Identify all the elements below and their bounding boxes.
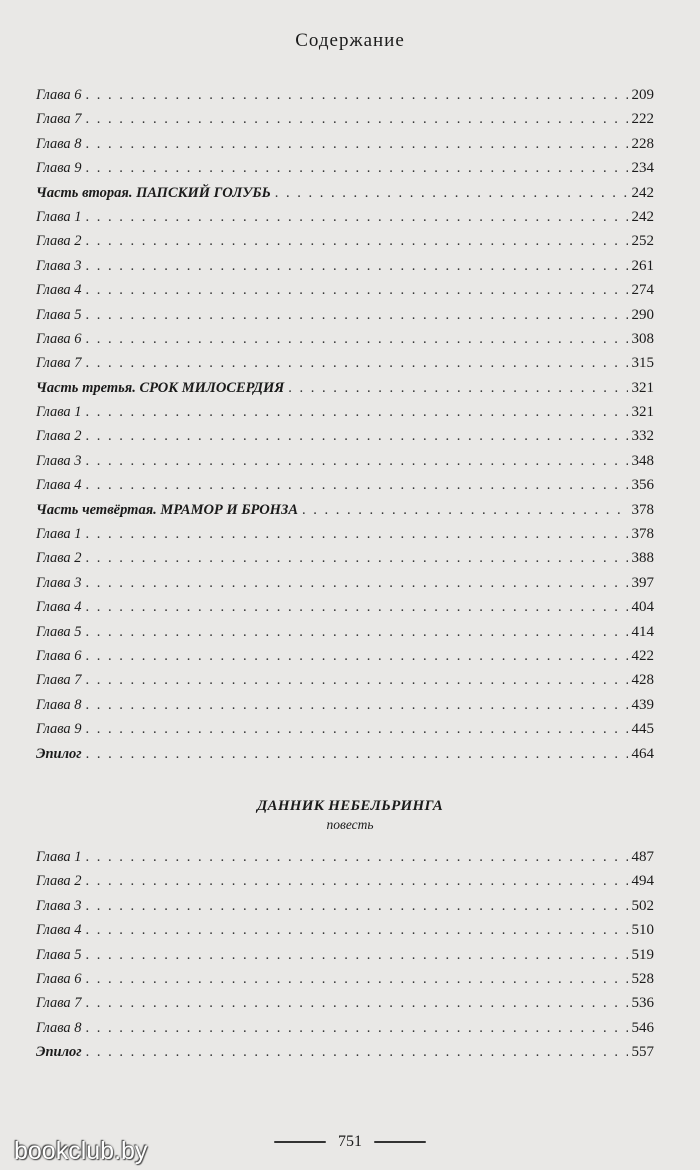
toc-entry-label: Глава 2 xyxy=(36,550,82,567)
toc-entry-page: 487 xyxy=(631,849,654,865)
toc-entry xyxy=(36,229,654,253)
toc-entry-page: 388 xyxy=(631,550,654,567)
dot-leader xyxy=(86,693,628,717)
toc-entry xyxy=(36,254,654,278)
toc-entry xyxy=(36,717,654,741)
toc-entry xyxy=(36,620,654,644)
toc-entry-page: 439 xyxy=(631,696,654,713)
dot-leader xyxy=(86,351,628,375)
toc-entry-label: Глава 2 xyxy=(36,873,82,890)
dot-leader xyxy=(86,644,628,668)
toc-entry-label: Эпилог xyxy=(36,1044,82,1061)
toc-entry-label: Глава 8 xyxy=(36,1019,82,1036)
toc-entry-label: Глава 4 xyxy=(36,282,82,299)
dot-leader xyxy=(86,303,628,327)
toc-entry xyxy=(36,644,654,668)
toc-entry-page: 464 xyxy=(631,745,654,762)
toc-entry xyxy=(36,498,654,522)
dot-leader xyxy=(86,546,628,570)
toc-entry-label: Глава 1 xyxy=(36,404,82,421)
toc-entry-label: Глава 6 xyxy=(36,970,82,987)
toc-entry xyxy=(36,1016,654,1040)
toc-entry xyxy=(36,991,654,1015)
dot-leader xyxy=(288,376,627,400)
toc-entry xyxy=(36,278,654,302)
toc-entry-page: 261 xyxy=(631,257,654,274)
toc-entry-label: Глава 1 xyxy=(36,208,82,225)
toc-entry xyxy=(36,107,654,131)
dot-leader xyxy=(86,943,628,967)
watermark: bookclub.by xyxy=(14,1137,148,1165)
toc-entry-page: 494 xyxy=(631,873,654,890)
toc-entry xyxy=(36,205,654,229)
toc-entry xyxy=(36,83,654,107)
toc-entry-page: 536 xyxy=(631,995,654,1012)
section-subtitle: повесть xyxy=(326,817,374,832)
toc-entry-page: 557 xyxy=(631,1044,654,1061)
dot-leader xyxy=(86,869,628,893)
dot-leader xyxy=(86,595,628,619)
dot-leader xyxy=(86,449,628,473)
dot-leader xyxy=(275,181,628,205)
toc-entry-page: 414 xyxy=(631,623,654,640)
dot-leader xyxy=(86,1016,628,1040)
dot-leader xyxy=(86,918,628,942)
dot-leader xyxy=(86,400,628,424)
toc-entry-page: 378 xyxy=(631,526,654,543)
toc-entry xyxy=(36,967,654,991)
dot-leader xyxy=(86,967,628,991)
toc-entry xyxy=(36,473,654,497)
toc-entry xyxy=(36,742,654,766)
dot-leader xyxy=(86,742,628,766)
dot-leader xyxy=(86,83,628,107)
dot-leader xyxy=(86,107,628,131)
toc-entry-page: 502 xyxy=(631,897,654,914)
toc-entry-page: 397 xyxy=(631,574,654,591)
toc-entry xyxy=(36,351,654,375)
toc-entry-label: Глава 9 xyxy=(36,160,82,177)
toc-entry-page: 378 xyxy=(631,501,654,518)
toc-entry-page: 209 xyxy=(631,87,654,103)
toc-entry-label: Глава 4 xyxy=(36,922,82,939)
footer-rule-left xyxy=(274,1141,326,1143)
toc-entry-label: Глава 7 xyxy=(36,111,82,128)
toc-entry xyxy=(36,845,654,869)
dot-leader xyxy=(302,498,628,522)
toc-entry-label: Глава 3 xyxy=(36,257,82,274)
toc-entry-page: 228 xyxy=(631,135,654,152)
toc-entry-label: Часть третья. СРОК МИЛОСЕРДИЯ xyxy=(36,379,285,396)
toc-entry-page: 519 xyxy=(631,946,654,963)
toc-entry-page: 274 xyxy=(631,282,654,299)
toc-entry-page: 242 xyxy=(631,208,654,225)
page-title: Содержание xyxy=(295,30,405,51)
toc-entry-page: 308 xyxy=(631,330,654,347)
toc-entry-label: Глава 6 xyxy=(36,330,82,347)
toc-entry-page: 332 xyxy=(631,428,654,445)
toc-entry-page: 321 xyxy=(631,379,654,396)
toc-entry xyxy=(36,424,654,448)
dot-leader xyxy=(86,571,628,595)
toc-entry-label: Часть четвёртая. МРАМОР И БРОНЗА xyxy=(36,501,298,518)
toc-entry-label: Глава 7 xyxy=(36,355,82,372)
dot-leader xyxy=(86,278,628,302)
dot-leader xyxy=(86,156,628,180)
dot-leader xyxy=(86,132,628,156)
section-title: ДАННИК НЕБЕЛЬРИНГА xyxy=(256,798,443,814)
toc-entry-label: Глава 3 xyxy=(36,452,82,469)
toc-entry xyxy=(36,943,654,967)
dot-leader xyxy=(86,424,628,448)
toc-entry-label: Глава 1 xyxy=(36,526,82,543)
dot-leader xyxy=(86,229,628,253)
toc-entry-label: Глава 8 xyxy=(36,696,82,713)
toc-entry-page: 510 xyxy=(631,922,654,939)
toc-entry xyxy=(36,400,654,424)
toc-entry-label: Глава 7 xyxy=(36,995,82,1012)
toc-entry xyxy=(36,376,654,400)
toc-entry-page: 528 xyxy=(631,970,654,987)
toc-entry-page: 242 xyxy=(631,184,654,201)
toc-entry-label: Глава 6 xyxy=(36,87,82,103)
dot-leader xyxy=(86,668,628,692)
dot-leader xyxy=(86,991,628,1015)
dot-leader xyxy=(86,473,628,497)
toc-entry-page: 348 xyxy=(631,452,654,469)
toc-entry-page: 445 xyxy=(631,721,654,738)
toc-entry xyxy=(36,693,654,717)
toc-entry-label: Глава 4 xyxy=(36,477,82,494)
toc-entry-label: Часть вторая. ПАПСКИЙ ГОЛУБЬ xyxy=(36,184,271,201)
section-heading xyxy=(0,798,700,833)
toc-entry-label: Глава 8 xyxy=(36,135,82,152)
toc-entry-page: 356 xyxy=(631,477,654,494)
toc-entry-label: Глава 3 xyxy=(36,897,82,914)
dot-leader xyxy=(86,894,628,918)
toc-entry-page: 546 xyxy=(631,1019,654,1036)
toc-entry-page: 422 xyxy=(631,647,654,664)
page-number: 751 xyxy=(338,1133,362,1150)
toc-entry xyxy=(36,181,654,205)
toc-entry-page: 321 xyxy=(631,404,654,421)
toc-entry xyxy=(36,918,654,942)
toc-entry-label: Эпилог xyxy=(36,745,82,762)
toc-entry-page: 428 xyxy=(631,672,654,689)
toc-entry-page: 234 xyxy=(631,160,654,177)
toc-entry xyxy=(36,595,654,619)
dot-leader xyxy=(86,254,628,278)
dot-leader xyxy=(86,522,628,546)
toc-entry-label: Глава 9 xyxy=(36,721,82,738)
toc-entry xyxy=(36,1040,654,1064)
toc-list-top xyxy=(36,83,654,766)
toc-entry-page: 315 xyxy=(631,355,654,372)
toc-entry-label: Глава 1 xyxy=(36,849,82,865)
toc-entry-label: Глава 2 xyxy=(36,233,82,250)
toc-entry-page: 252 xyxy=(631,233,654,250)
toc-entry xyxy=(36,449,654,473)
toc-entry xyxy=(36,571,654,595)
toc-entry xyxy=(36,869,654,893)
toc-entry xyxy=(36,522,654,546)
toc-entry xyxy=(36,546,654,570)
toc-entry-label: Глава 6 xyxy=(36,647,82,664)
toc-entry-label: Глава 4 xyxy=(36,599,82,616)
toc-entry xyxy=(36,327,654,351)
toc-entry-label: Глава 7 xyxy=(36,672,82,689)
dot-leader xyxy=(86,620,628,644)
toc-entry-label: Глава 5 xyxy=(36,623,82,640)
dot-leader xyxy=(86,717,628,741)
footer-rule-right xyxy=(374,1141,426,1143)
toc-entry xyxy=(36,668,654,692)
toc-entry xyxy=(36,132,654,156)
toc-entry xyxy=(36,156,654,180)
toc-entry-page: 290 xyxy=(631,306,654,323)
toc-entry-label: Глава 5 xyxy=(36,306,82,323)
toc-entry xyxy=(36,303,654,327)
toc-list-bottom xyxy=(36,845,654,1065)
dot-leader xyxy=(86,1040,628,1064)
dot-leader xyxy=(86,845,628,869)
toc-entry-page: 222 xyxy=(631,111,654,128)
toc-entry-label: Глава 3 xyxy=(36,574,82,591)
toc-entry xyxy=(36,894,654,918)
dot-leader xyxy=(86,205,628,229)
toc-entry-label: Глава 2 xyxy=(36,428,82,445)
toc-entry-label: Глава 5 xyxy=(36,946,82,963)
dot-leader xyxy=(86,327,628,351)
toc-entry-page: 404 xyxy=(631,599,654,616)
